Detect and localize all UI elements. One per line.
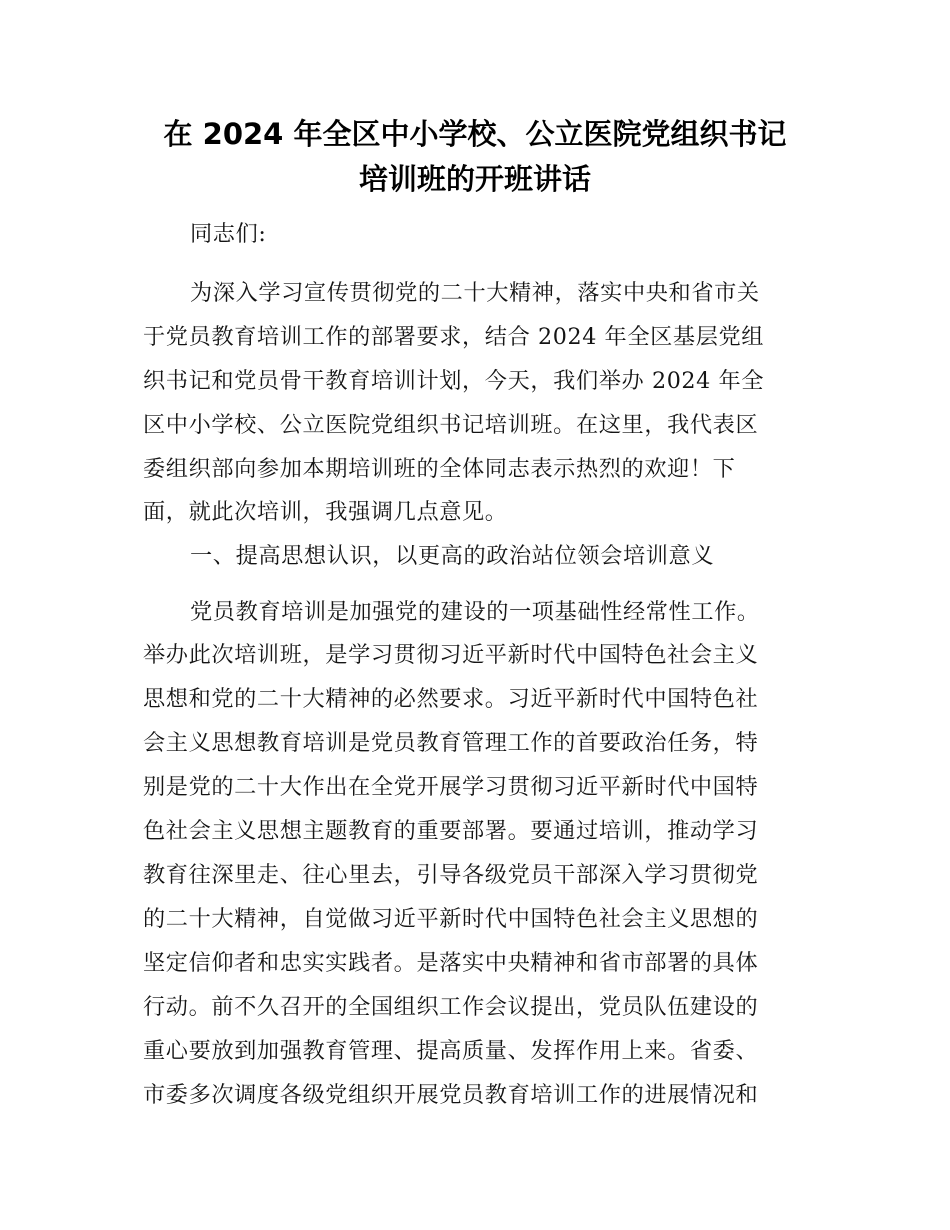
paragraph-2-line: 的二十大精神，自觉做习近平新时代中国特色社会主义思想的 [143, 906, 759, 932]
paragraph-2-line: 坚定信仰者和忠实实践者。是落实中央精神和省市部署的具体 [143, 950, 759, 976]
paragraph-2-line: 教育往深里走、往心里去，引导各级党员干部深入学习贯彻党 [143, 862, 759, 888]
paragraph-2-line: 举办此次培训班，是学习贯彻习近平新时代中国特色社会主义 [143, 642, 759, 668]
paragraph-1-line: 委组织部向参加本期培训班的全体同志表示热烈的欢迎！下 [143, 456, 736, 482]
salutation: 同志们: [190, 221, 267, 247]
paragraph-2-line: 别是党的二十大作出在全党开展学习贯彻习近平新时代中国特 [143, 774, 759, 800]
paragraph-1-line: 于党员教育培训工作的部署要求，结合 2024 年全区基层党组 [143, 324, 765, 350]
paragraph-2-line: 党员教育培训是加强党的建设的一项基础性经常性工作。 [190, 599, 760, 625]
paragraph-2-line: 市委多次调度各级党组织开展党员教育培训工作的进展情况和 [143, 1082, 759, 1108]
document-title-line-1: 在 2024 年全区中小学校、公立医院党组织书记 [163, 117, 787, 151]
paragraph-1-line: 织书记和党员骨干教育培训计划，今天，我们举办 2024 年全 [143, 368, 765, 394]
paragraph-2-line: 色社会主义思想主题教育的重要部署。要通过培训，推动学习 [143, 818, 759, 844]
paragraph-1-line: 区中小学校、公立医院党组织书记培训班。在这里，我代表区 [143, 412, 759, 438]
paragraph-2-line: 会主义思想教育培训是党员教育管理工作的首要政治任务，特 [143, 730, 759, 756]
paragraph-2-line: 思想和党的二十大精神的必然要求。习近平新时代中国特色社 [143, 686, 759, 712]
document-title-line-2: 培训班的开班讲话 [358, 162, 591, 196]
paragraph-2-line: 重心要放到加强教育管理、提高质量、发挥作用上来。省委、 [143, 1038, 759, 1064]
paragraph-1-line: 为深入学习宣传贯彻党的二十大精神，落实中央和省市关 [190, 280, 760, 306]
paragraph-2-line: 行动。前不久召开的全国组织工作会议提出，党员队伍建设的 [143, 994, 759, 1020]
paragraph-1-line: 面，就此次培训，我强调几点意见。 [143, 499, 508, 525]
section-heading-1: 一、提高思想认识，以更高的政治站位领会培训意义 [190, 543, 715, 569]
